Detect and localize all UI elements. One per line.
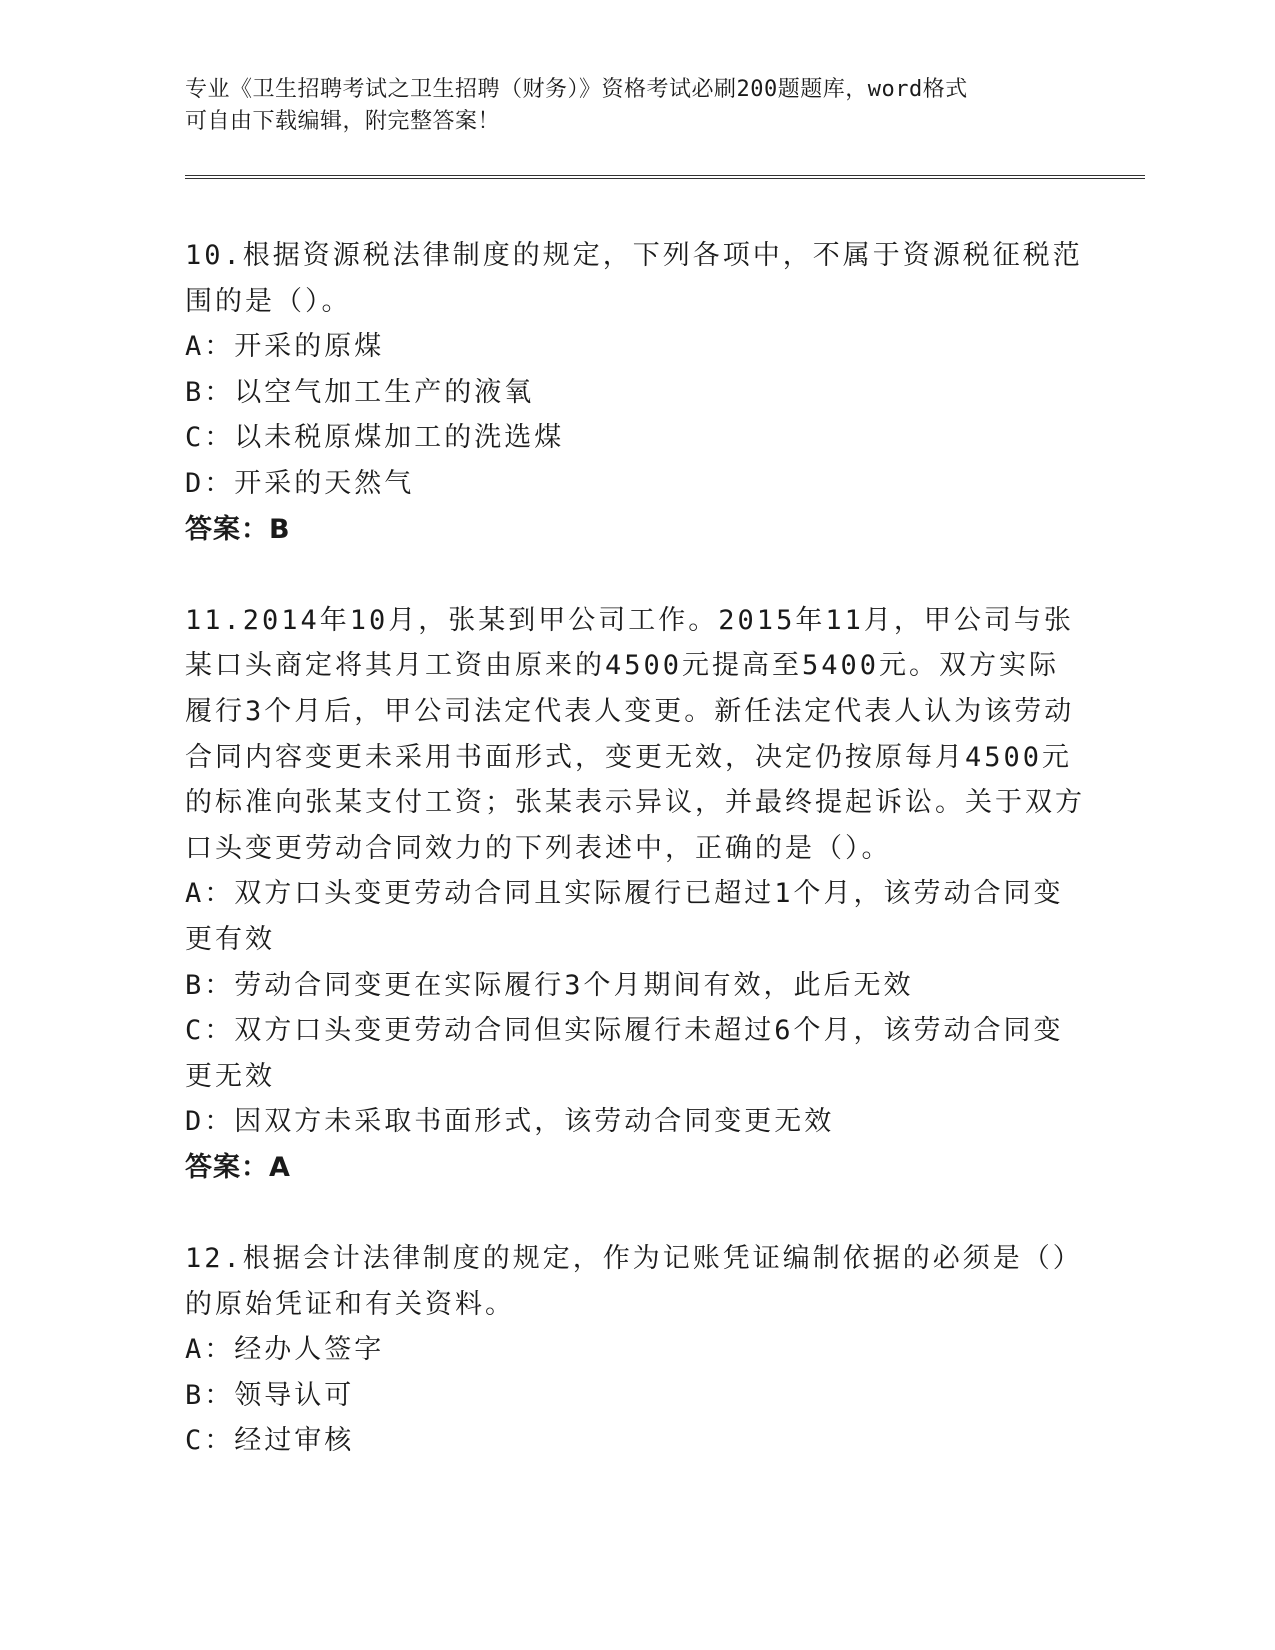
option-c: C：双方口头变更劳动合同但实际履行未超过6个月，该劳动合同变更无效	[185, 1015, 1064, 1092]
header-divider	[185, 175, 1145, 179]
question-12	[185, 1236, 1085, 1464]
option-d: D：开采的天然气	[185, 467, 415, 499]
option-b: B：劳动合同变更在实际履行3个月期间有效，此后无效	[185, 969, 914, 1001]
question-stem: 10.根据资源税法律制度的规定，下列各项中，不属于资源税征税范围的是（）。	[185, 240, 1083, 317]
option-a: A：经办人签字	[185, 1334, 385, 1366]
option-b: B：以空气加工生产的液氧	[185, 376, 535, 408]
header-line-2: 可自由下载编辑，附完整答案！	[185, 109, 501, 134]
question-list	[185, 233, 1085, 1510]
question-10	[185, 233, 1085, 552]
option-a: A：开采的原煤	[185, 331, 385, 363]
option-c: C：经过审核	[185, 1425, 355, 1457]
option-c: C：以未税原煤加工的洗选煤	[185, 422, 565, 454]
option-a: A：双方口头变更劳动合同且实际履行已超过1个月，该劳动合同变更有效	[185, 878, 1064, 955]
answer-label: 答案：A	[185, 1151, 291, 1183]
question-stem: 11.2014年10月，张某到甲公司工作。2015年11月，甲公司与张某口头商定将其月工资由原来的4500元提高至5400元。双方实际履行3个月后，甲公司法定代表人变更。新任法定代表人认为该劳动合同内容变更未采用书面形式，变更无效，决定仍按原每月4500元的标准向张某支付工资；张某表示异议，并最终提起诉讼。关于双方口头变更劳动合同效力的下列表述中，正确的是（）。	[185, 604, 1085, 864]
option-d: D：因双方未采取书面形式，该劳动合同变更无效	[185, 1106, 835, 1138]
document-header	[185, 74, 1085, 138]
answer-label: 答案：B	[185, 513, 291, 545]
option-b: B：领导认可	[185, 1379, 355, 1411]
question-11	[185, 598, 1085, 1191]
header-line-1: 专业《卫生招聘考试之卫生招聘（财务）》资格考试必刷200题题库，word格式	[185, 77, 968, 102]
question-stem: 12.根据会计法律制度的规定，作为记账凭证编制依据的必须是（）的原始凭证和有关资料。	[185, 1243, 1083, 1320]
